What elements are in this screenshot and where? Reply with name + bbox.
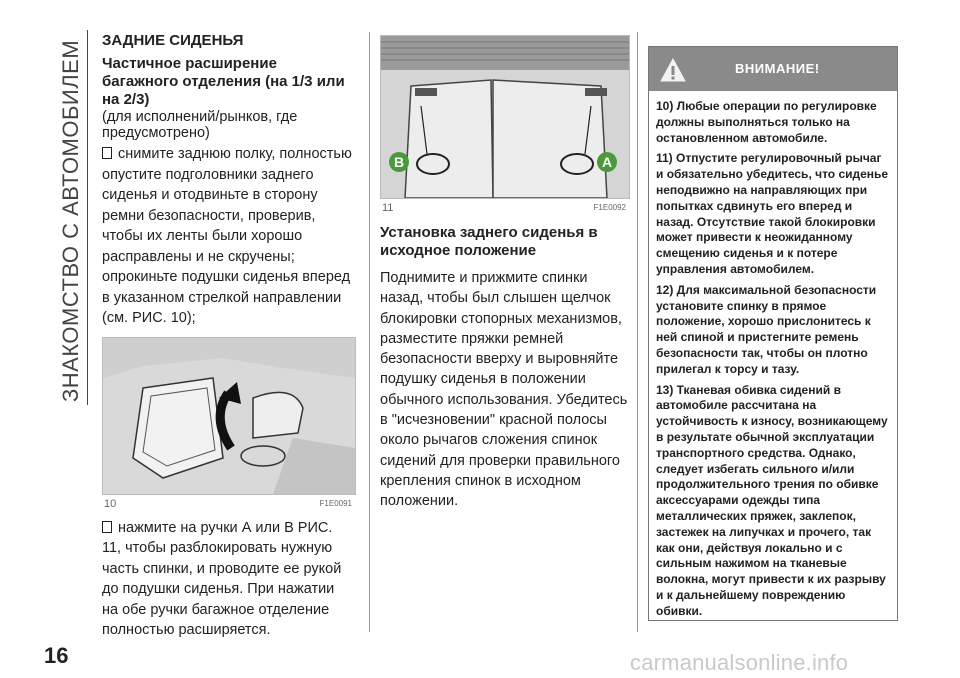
column-1 xyxy=(102,32,354,641)
warning-header xyxy=(649,47,897,91)
step-press-handles xyxy=(102,518,354,641)
warning-item: 11) Отпустите регулировочный рычаг и обязательно убедитесь, что сиденье неподвижно на направляющих при попытках сдвинуть его вперед и назад. Отсутствие такой блокировки может привести к неожиданному смещению сиденья и к потере управления автомобилем. xyxy=(656,151,889,276)
figure-code: F1E0091 xyxy=(319,498,352,508)
warning-item: 12) Для максимальной безопасности установите спинку в прямое положение, хорошо прислонитесь к ней спиной и пристегните ремень безопасности так, чтобы он плотно прилегал к торсу и тазу. xyxy=(656,282,877,376)
subsection-title: Частичное расширение багажного отделения (на 1/3 или на 2/3) xyxy=(102,55,345,108)
seat-cushion-illustration xyxy=(103,338,355,494)
column-2 xyxy=(380,32,628,512)
reinstall-instructions: Поднимите и прижмите спинки назад, чтобы был слышен щелчок блокировки стопорных механизмов, разместите пряжки ремней безопасности вверху и выровняйте подушку сиденья в положении обычного использования. Убедитесь в "исчезновении" красной полосы около рычагов сложения спинок сидений для проверки правильного крепления спинок в исходном положении. xyxy=(380,270,628,510)
warning-item: 10) Любые операции по регулировке должны выполняться только на остановленном автомобиле. xyxy=(656,99,877,145)
label-a: A xyxy=(601,154,613,170)
chapter-rule xyxy=(87,30,88,405)
column-divider-2 xyxy=(637,32,638,632)
figure-number: 10 xyxy=(104,497,117,510)
figure-number: 11 xyxy=(382,202,394,214)
figure-10-caption xyxy=(102,496,354,512)
page-number: 16 xyxy=(44,643,69,668)
step-text: снимите заднюю полку, полностью опустите подголовники заднего сиденья и отодвиньте в сторону ремни безопасности, проверив, чтобы их ленты были хорошо расправлены и не скручены; опрокиньте подушки сиденья вперед в указанном стрелкой направлении (см. РИС. 10); xyxy=(102,146,352,326)
checkbox-bullet-icon xyxy=(102,147,112,159)
step-text: нажмите на ручки А или В РИС. 11, чтобы разблокировать нужную часть спинки, и проводите ее рукой до подушки сиденья. При нажатии на обе ручки багажное отделение полностью расширяется. xyxy=(102,519,342,638)
warning-title: ВНИМАНИЕ! xyxy=(735,61,820,76)
figure-11-image xyxy=(380,35,630,199)
step-remove-shelf xyxy=(102,144,354,329)
warning-triangle-icon xyxy=(659,57,687,83)
watermark: carmanualsonline.info xyxy=(630,650,849,675)
checkbox-bullet-icon xyxy=(102,521,112,533)
subsection-note: (для исполнений/рынков, где предусмотрено) xyxy=(102,109,298,141)
chapter-title-vertical: ЗНАКОМСТВО С АВТОМОБИЛЕМ xyxy=(58,39,83,402)
section-title: ЗАДНИЕ СИДЕНЬЯ xyxy=(102,32,244,49)
figure-code: F1E0092 xyxy=(593,203,626,212)
subsection-title: Установка заднего сиденья в исходное положение xyxy=(380,224,598,259)
rear-seat-handles-illustration xyxy=(381,36,629,198)
warning-item: 13) Тканевая обивка сидений в автомобиле рассчитана на устойчивость к износу, возникающему в результате обычной эксплуатации транспортного средства. Однако, следует избегать сильного и/или продолжительного трения по обивке аксессуарами одежды типа металлических пряжек, заклепок, застежек на липучках и прочего, так как они, действуя локально и с сильным нажимом на тканевые волокна, могут привести к их разрыву и к дальнейшему повреждению обивки. xyxy=(656,382,888,618)
warning-box xyxy=(648,46,898,621)
figure-11-caption xyxy=(380,200,628,216)
label-b: B xyxy=(393,154,405,170)
column-divider-1 xyxy=(369,32,370,632)
warning-body xyxy=(649,91,897,620)
figure-10-image xyxy=(102,337,356,495)
